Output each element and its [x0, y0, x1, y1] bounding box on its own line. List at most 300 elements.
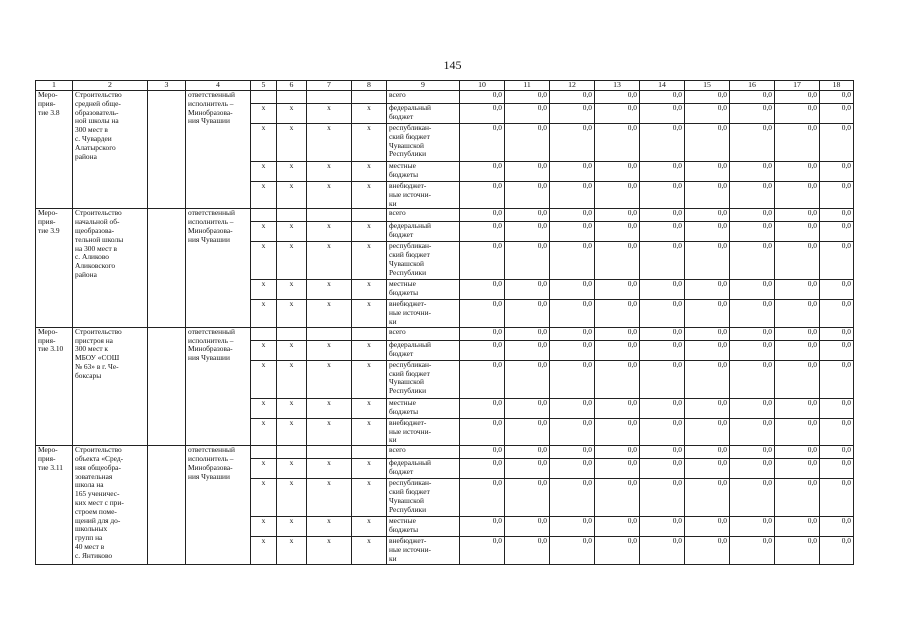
code-mark: x — [277, 182, 307, 209]
code-mark: x — [307, 182, 352, 209]
amount-cell: 0,0 — [595, 517, 640, 537]
amount-cell: 0,0 — [640, 418, 685, 445]
measure-name: Строительство средней обще- образователь- ной школы на 300 мест в с. Чувардеи Алатырского района — [73, 91, 148, 209]
code-mark — [277, 209, 307, 222]
amount-cell: 0,0 — [595, 91, 640, 104]
executor: ответственный исполнитель – Минобразова- ния Чувашии — [186, 209, 251, 327]
amount-cell: 0,0 — [685, 104, 730, 124]
amount-cell: 0,0 — [505, 327, 550, 340]
column-header: 13 — [595, 81, 640, 91]
code-mark: x — [352, 162, 387, 182]
code-mark: x — [352, 280, 387, 300]
code-mark: x — [277, 124, 307, 162]
amount-cell: 0,0 — [550, 104, 595, 124]
code-mark: x — [251, 360, 277, 398]
amount-cell: 0,0 — [460, 222, 505, 242]
amount-cell: 0,0 — [460, 91, 505, 104]
amount-cell: 0,0 — [505, 360, 550, 398]
amount-cell: 0,0 — [640, 209, 685, 222]
funding-source: местные бюджеты — [387, 162, 460, 182]
code-mark: x — [352, 517, 387, 537]
amount-cell: 0,0 — [730, 280, 775, 300]
code-mark: x — [307, 340, 352, 360]
amount-cell: 0,0 — [730, 327, 775, 340]
code-mark: x — [251, 242, 277, 280]
amount-cell: 0,0 — [775, 280, 820, 300]
funding-source: федеральный бюджет — [387, 340, 460, 360]
code-mark: x — [277, 340, 307, 360]
code-mark — [277, 91, 307, 104]
amount-cell: 0,0 — [460, 459, 505, 479]
amount-cell: 0,0 — [460, 398, 505, 418]
amount-cell: 0,0 — [505, 209, 550, 222]
executor: ответственный исполнитель – Минобразова- ния Чувашии — [186, 327, 251, 445]
amount-cell: 0,0 — [640, 479, 685, 517]
amount-cell: 0,0 — [730, 182, 775, 209]
amount-cell: 0,0 — [685, 398, 730, 418]
code-mark: x — [277, 459, 307, 479]
amount-cell: 0,0 — [775, 182, 820, 209]
amount-cell: 0,0 — [460, 182, 505, 209]
code-mark: x — [307, 162, 352, 182]
amount-cell: 0,0 — [685, 459, 730, 479]
amount-cell: 0,0 — [730, 124, 775, 162]
code-mark: x — [307, 360, 352, 398]
amount-cell: 0,0 — [685, 537, 730, 564]
amount-cell: 0,0 — [505, 182, 550, 209]
column-header: 14 — [640, 81, 685, 91]
funding-source: внебюджет- ные источни- ки — [387, 537, 460, 564]
code-mark: x — [277, 300, 307, 327]
funding-table — [35, 80, 854, 565]
code-mark: x — [251, 459, 277, 479]
amount-cell: 0,0 — [730, 242, 775, 280]
code-mark: x — [307, 222, 352, 242]
amount-cell: 0,0 — [775, 222, 820, 242]
code-mark: x — [352, 340, 387, 360]
column-header: 11 — [505, 81, 550, 91]
amount-cell: 0,0 — [820, 104, 854, 124]
amount-cell: 0,0 — [460, 479, 505, 517]
amount-cell: 0,0 — [820, 398, 854, 418]
code-mark — [277, 446, 307, 459]
amount-cell: 0,0 — [595, 104, 640, 124]
measure-name: Строительство пристроя на 300 мест к МБОУ «СОШ № 63» в г. Че- боксары — [73, 327, 148, 445]
amount-cell: 0,0 — [775, 537, 820, 564]
amount-cell: 0,0 — [820, 418, 854, 445]
amount-cell: 0,0 — [640, 459, 685, 479]
amount-cell: 0,0 — [460, 418, 505, 445]
measure-name: Строительство объекта «Сред- няя общеобра- зовательная школа на 165 ученичес- ких мест с при- строем поме- щений для до- школьных групп на 40 мест в с. Янтиково — [73, 446, 148, 564]
funding-source: республикан- ский бюджет Чувашской Республики — [387, 242, 460, 280]
code-mark: x — [251, 222, 277, 242]
amount-cell: 0,0 — [550, 182, 595, 209]
code-mark — [307, 446, 352, 459]
code-mark — [251, 209, 277, 222]
amount-cell: 0,0 — [460, 242, 505, 280]
amount-cell: 0,0 — [595, 209, 640, 222]
amount-cell: 0,0 — [730, 479, 775, 517]
amount-cell: 0,0 — [775, 459, 820, 479]
code-mark: x — [352, 398, 387, 418]
amount-cell: 0,0 — [730, 360, 775, 398]
amount-cell: 0,0 — [820, 182, 854, 209]
measure-code: Меро- прия- тие 3.11 — [36, 446, 73, 564]
amount-cell: 0,0 — [820, 300, 854, 327]
amount-cell: 0,0 — [820, 327, 854, 340]
amount-cell: 0,0 — [595, 182, 640, 209]
amount-cell: 0,0 — [775, 300, 820, 327]
amount-cell: 0,0 — [730, 222, 775, 242]
amount-cell: 0,0 — [640, 182, 685, 209]
code-mark: x — [307, 517, 352, 537]
code-mark: x — [277, 104, 307, 124]
amount-cell: 0,0 — [505, 222, 550, 242]
code-mark: x — [277, 162, 307, 182]
amount-cell: 0,0 — [595, 162, 640, 182]
amount-cell: 0,0 — [550, 418, 595, 445]
amount-cell: 0,0 — [820, 537, 854, 564]
measure-code: Меро- прия- тие 3.8 — [36, 91, 73, 209]
code-mark: x — [251, 124, 277, 162]
blank-cell — [148, 209, 186, 327]
amount-cell: 0,0 — [730, 459, 775, 479]
amount-cell: 0,0 — [685, 446, 730, 459]
column-header: 15 — [685, 81, 730, 91]
amount-cell: 0,0 — [460, 162, 505, 182]
amount-cell: 0,0 — [820, 91, 854, 104]
amount-cell: 0,0 — [775, 340, 820, 360]
amount-cell: 0,0 — [640, 124, 685, 162]
table-row — [36, 91, 854, 104]
code-mark — [251, 327, 277, 340]
amount-cell: 0,0 — [550, 327, 595, 340]
amount-cell: 0,0 — [685, 280, 730, 300]
amount-cell: 0,0 — [505, 300, 550, 327]
executor: ответственный исполнитель – Минобразова- ния Чувашии — [186, 91, 251, 209]
amount-cell: 0,0 — [595, 222, 640, 242]
amount-cell: 0,0 — [640, 327, 685, 340]
amount-cell: 0,0 — [775, 91, 820, 104]
blank-cell — [148, 91, 186, 209]
amount-cell: 0,0 — [550, 280, 595, 300]
amount-cell: 0,0 — [730, 300, 775, 327]
column-header: 1 — [36, 81, 73, 91]
amount-cell: 0,0 — [550, 459, 595, 479]
code-mark: x — [251, 479, 277, 517]
amount-cell: 0,0 — [460, 327, 505, 340]
funding-source: внебюджет- ные источни- ки — [387, 418, 460, 445]
amount-cell: 0,0 — [460, 537, 505, 564]
code-mark — [307, 91, 352, 104]
amount-cell: 0,0 — [775, 517, 820, 537]
code-mark — [352, 327, 387, 340]
amount-cell: 0,0 — [640, 517, 685, 537]
amount-cell: 0,0 — [595, 242, 640, 280]
amount-cell: 0,0 — [505, 446, 550, 459]
amount-cell: 0,0 — [550, 209, 595, 222]
amount-cell: 0,0 — [685, 91, 730, 104]
code-mark: x — [352, 242, 387, 280]
amount-cell: 0,0 — [730, 537, 775, 564]
amount-cell: 0,0 — [460, 280, 505, 300]
funding-source: всего — [387, 446, 460, 459]
amount-cell: 0,0 — [550, 446, 595, 459]
amount-cell: 0,0 — [550, 91, 595, 104]
code-mark — [251, 91, 277, 104]
column-header: 18 — [820, 81, 854, 91]
amount-cell: 0,0 — [775, 209, 820, 222]
code-mark: x — [352, 459, 387, 479]
amount-cell: 0,0 — [685, 327, 730, 340]
amount-cell: 0,0 — [685, 479, 730, 517]
amount-cell: 0,0 — [775, 104, 820, 124]
amount-cell: 0,0 — [550, 537, 595, 564]
measure-code: Меро- прия- тие 3.10 — [36, 327, 73, 445]
amount-cell: 0,0 — [820, 517, 854, 537]
amount-cell: 0,0 — [820, 222, 854, 242]
column-header: 9 — [387, 81, 460, 91]
amount-cell: 0,0 — [505, 104, 550, 124]
amount-cell: 0,0 — [685, 360, 730, 398]
code-mark: x — [307, 242, 352, 280]
amount-cell: 0,0 — [775, 360, 820, 398]
amount-cell: 0,0 — [820, 280, 854, 300]
code-mark: x — [277, 280, 307, 300]
code-mark: x — [352, 124, 387, 162]
measure-name: Строительство начальной об- щеобразова- тельной школы на 300 мест в с. Аликово Аликовского района — [73, 209, 148, 327]
amount-cell: 0,0 — [640, 280, 685, 300]
amount-cell: 0,0 — [505, 459, 550, 479]
code-mark: x — [307, 104, 352, 124]
amount-cell: 0,0 — [685, 162, 730, 182]
header-row — [36, 81, 854, 91]
code-mark — [307, 327, 352, 340]
amount-cell: 0,0 — [775, 162, 820, 182]
amount-cell: 0,0 — [685, 418, 730, 445]
amount-cell: 0,0 — [505, 340, 550, 360]
amount-cell: 0,0 — [820, 459, 854, 479]
code-mark: x — [277, 537, 307, 564]
amount-cell: 0,0 — [640, 537, 685, 564]
amount-cell: 0,0 — [550, 479, 595, 517]
code-mark: x — [352, 182, 387, 209]
funding-source: внебюджет- ные источни- ки — [387, 182, 460, 209]
amount-cell: 0,0 — [775, 418, 820, 445]
amount-cell: 0,0 — [685, 124, 730, 162]
code-mark: x — [277, 517, 307, 537]
code-mark: x — [307, 398, 352, 418]
code-mark: x — [307, 537, 352, 564]
amount-cell: 0,0 — [685, 300, 730, 327]
code-mark: x — [352, 360, 387, 398]
amount-cell: 0,0 — [460, 300, 505, 327]
funding-source: всего — [387, 327, 460, 340]
amount-cell: 0,0 — [640, 222, 685, 242]
amount-cell: 0,0 — [460, 517, 505, 537]
code-mark — [352, 91, 387, 104]
amount-cell: 0,0 — [550, 300, 595, 327]
code-mark: x — [251, 340, 277, 360]
amount-cell: 0,0 — [505, 91, 550, 104]
code-mark — [352, 209, 387, 222]
amount-cell: 0,0 — [595, 479, 640, 517]
column-header: 4 — [186, 81, 251, 91]
funding-source: всего — [387, 91, 460, 104]
amount-cell: 0,0 — [730, 517, 775, 537]
funding-source: республикан- ский бюджет Чувашской Республики — [387, 479, 460, 517]
amount-cell: 0,0 — [505, 124, 550, 162]
amount-cell: 0,0 — [685, 242, 730, 280]
amount-cell: 0,0 — [550, 340, 595, 360]
amount-cell: 0,0 — [640, 360, 685, 398]
code-mark: x — [307, 479, 352, 517]
amount-cell: 0,0 — [550, 242, 595, 280]
amount-cell: 0,0 — [640, 91, 685, 104]
amount-cell: 0,0 — [595, 418, 640, 445]
code-mark: x — [251, 104, 277, 124]
amount-cell: 0,0 — [550, 124, 595, 162]
amount-cell: 0,0 — [595, 398, 640, 418]
code-mark: x — [352, 418, 387, 445]
column-header: 12 — [550, 81, 595, 91]
column-header: 17 — [775, 81, 820, 91]
code-mark: x — [307, 300, 352, 327]
amount-cell: 0,0 — [640, 340, 685, 360]
amount-cell: 0,0 — [775, 124, 820, 162]
amount-cell: 0,0 — [595, 340, 640, 360]
amount-cell: 0,0 — [730, 209, 775, 222]
code-mark: x — [251, 300, 277, 327]
amount-cell: 0,0 — [595, 459, 640, 479]
amount-cell: 0,0 — [595, 537, 640, 564]
amount-cell: 0,0 — [685, 182, 730, 209]
column-header: 5 — [251, 81, 277, 91]
code-mark: x — [251, 280, 277, 300]
code-mark — [307, 209, 352, 222]
code-mark — [277, 327, 307, 340]
code-mark: x — [307, 124, 352, 162]
amount-cell: 0,0 — [730, 418, 775, 445]
amount-cell: 0,0 — [820, 340, 854, 360]
amount-cell: 0,0 — [505, 162, 550, 182]
funding-source: федеральный бюджет — [387, 222, 460, 242]
code-mark: x — [277, 398, 307, 418]
amount-cell: 0,0 — [775, 479, 820, 517]
amount-cell: 0,0 — [685, 209, 730, 222]
funding-source: всего — [387, 209, 460, 222]
amount-cell: 0,0 — [775, 242, 820, 280]
column-header: 10 — [460, 81, 505, 91]
code-mark: x — [251, 537, 277, 564]
code-mark: x — [251, 398, 277, 418]
amount-cell: 0,0 — [505, 537, 550, 564]
code-mark: x — [251, 182, 277, 209]
table-row — [36, 209, 854, 222]
amount-cell: 0,0 — [460, 340, 505, 360]
column-header: 8 — [352, 81, 387, 91]
amount-cell: 0,0 — [505, 398, 550, 418]
amount-cell: 0,0 — [460, 124, 505, 162]
amount-cell: 0,0 — [730, 162, 775, 182]
code-mark: x — [251, 517, 277, 537]
code-mark: x — [352, 537, 387, 564]
amount-cell: 0,0 — [550, 222, 595, 242]
code-mark: x — [352, 222, 387, 242]
funding-source: местные бюджеты — [387, 517, 460, 537]
amount-cell: 0,0 — [595, 327, 640, 340]
code-mark: x — [277, 360, 307, 398]
funding-source: внебюджет- ные источни- ки — [387, 300, 460, 327]
amount-cell: 0,0 — [505, 517, 550, 537]
page-number: 145 — [443, 58, 462, 72]
code-mark: x — [251, 418, 277, 445]
amount-cell: 0,0 — [685, 517, 730, 537]
code-mark: x — [251, 162, 277, 182]
amount-cell: 0,0 — [775, 398, 820, 418]
amount-cell: 0,0 — [820, 242, 854, 280]
funding-source: местные бюджеты — [387, 398, 460, 418]
executor: ответственный исполнитель – Минобразова- ния Чувашии — [186, 446, 251, 564]
code-mark: x — [352, 300, 387, 327]
amount-cell: 0,0 — [460, 446, 505, 459]
code-mark: x — [352, 104, 387, 124]
amount-cell: 0,0 — [550, 517, 595, 537]
amount-cell: 0,0 — [595, 124, 640, 162]
code-mark: x — [277, 479, 307, 517]
funding-source: республикан- ский бюджет Чувашской Республики — [387, 124, 460, 162]
amount-cell: 0,0 — [820, 446, 854, 459]
amount-cell: 0,0 — [820, 162, 854, 182]
amount-cell: 0,0 — [505, 242, 550, 280]
code-mark: x — [307, 418, 352, 445]
amount-cell: 0,0 — [820, 209, 854, 222]
amount-cell: 0,0 — [640, 162, 685, 182]
amount-cell: 0,0 — [640, 300, 685, 327]
column-header: 3 — [148, 81, 186, 91]
blank-cell — [148, 327, 186, 445]
amount-cell: 0,0 — [685, 340, 730, 360]
amount-cell: 0,0 — [640, 446, 685, 459]
code-mark: x — [277, 418, 307, 445]
code-mark: x — [307, 280, 352, 300]
amount-cell: 0,0 — [640, 104, 685, 124]
code-mark: x — [352, 479, 387, 517]
amount-cell: 0,0 — [595, 360, 640, 398]
amount-cell: 0,0 — [460, 209, 505, 222]
column-header: 6 — [277, 81, 307, 91]
amount-cell: 0,0 — [730, 398, 775, 418]
amount-cell: 0,0 — [460, 104, 505, 124]
amount-cell: 0,0 — [505, 418, 550, 445]
column-header: 2 — [73, 81, 148, 91]
column-header: 7 — [307, 81, 352, 91]
code-mark: x — [277, 222, 307, 242]
amount-cell: 0,0 — [820, 479, 854, 517]
funding-source: федеральный бюджет — [387, 104, 460, 124]
amount-cell: 0,0 — [685, 222, 730, 242]
amount-cell: 0,0 — [730, 91, 775, 104]
amount-cell: 0,0 — [820, 360, 854, 398]
amount-cell: 0,0 — [595, 446, 640, 459]
table-row — [36, 327, 854, 340]
amount-cell: 0,0 — [460, 360, 505, 398]
amount-cell: 0,0 — [640, 242, 685, 280]
amount-cell: 0,0 — [730, 446, 775, 459]
code-mark: x — [277, 242, 307, 280]
amount-cell: 0,0 — [730, 340, 775, 360]
amount-cell: 0,0 — [640, 398, 685, 418]
